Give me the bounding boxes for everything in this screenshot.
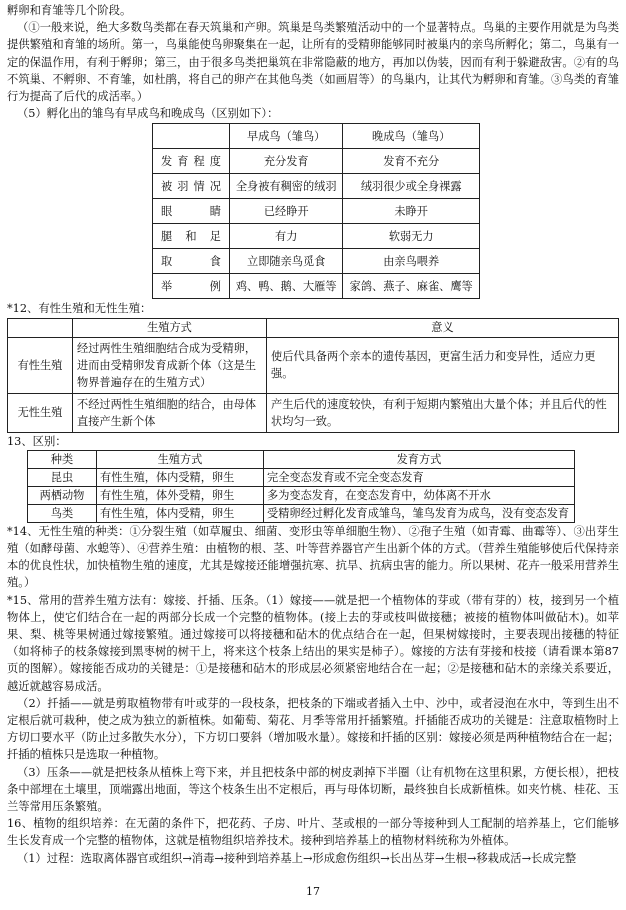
paragraph-asexual-types: *14、无性生殖的种类：①分裂生殖（如草履虫、细菌、变形虫等单细胞生物）、②孢子生殖（如青霉、曲霉等）、③出芽生殖（如酵母菌、水螅等）、④营养生殖：由植物的根、茎、叶等营养器官产生出新个体的方式。（营养生殖能够使后代保持亲本的优良性状，加快植物生殖的速度，尤其是嫁接还能增强抗寒、抗旱、抗病虫害的能力。所以果树、花卉一般采用营养生殖。） xyxy=(7,524,619,590)
table-row xyxy=(28,486,575,504)
table-cell: 有力 xyxy=(230,224,343,249)
table-header-row xyxy=(8,318,619,337)
row-label: 取食 xyxy=(153,249,230,274)
table-cell xyxy=(8,318,73,337)
table-cell: 立即随亲鸟觅食 xyxy=(230,249,343,274)
table-row xyxy=(153,149,480,174)
table-row xyxy=(153,249,480,274)
row-label: 举例 xyxy=(153,274,230,299)
table-cell: 不经过两性生殖细胞的结合，由母体直接产生新个体 xyxy=(73,393,267,432)
table-cell: 已经睁开 xyxy=(230,199,343,224)
table-row xyxy=(28,504,575,522)
item-5-heading: （5）孵化出的雏鸟有早成鸟和晚成鸟（区别如下）： xyxy=(17,107,279,121)
table-header-altricial: 晚成鸟（雏鸟） xyxy=(343,124,480,149)
table-row xyxy=(153,174,480,199)
row-label: 被羽情况 xyxy=(153,174,230,199)
row-label: 昆虫 xyxy=(28,468,97,486)
paragraph-vegetative-methods: *15、常用的营养生殖方法有：嫁接、扦插、压条。（1）嫁接——就是把一个植物体的芽或（带有芽的）枝，接到另一个植物体上，使它们结合在一起的两部分长成一个完整的植物体。(接上去的芽或枝叫做接穗；被接的植物体叫做砧木)。如苹果、梨、桃等果树通过嫁接繁殖。通过嫁接可以将接穗和砧木的优点结合在一起，但果树嫁接时，主要表现出接穗的特征（如将柿子的枝条嫁接到黑枣树的树干上，将来这个枝条上结出的果实是柿子）。嫁接的方法有芽接和枝接（请看课本第87页的图解）。嫁接能否成功的关键是：①是接穗和砧木的形成层必须紧密地结合在一起；②是接穗和砧木的亲缘关系要近，越近就越容易成活。 xyxy=(7,593,619,693)
row-label: 无性生殖 xyxy=(8,393,73,432)
paragraph-tissue-culture: 16、植物的组织培养：在无菌的条件下，把花药、子房、叶片、茎或根的一部分等接种到人工配制的培养基上，它们能够生长发育成一个完整的植物体，这就是植物组织培养技术。接种到培养基上的植物材料统称为外植体。 xyxy=(7,817,619,848)
page-number: 17 xyxy=(306,885,320,898)
table-cell: 全身被有稠密的绒羽 xyxy=(230,174,343,199)
table-animal-reproduction xyxy=(27,450,575,523)
row-label: 发育程度 xyxy=(153,149,230,174)
table-row xyxy=(153,274,480,299)
table-row xyxy=(8,393,619,432)
table-cell: 完全变态发育或不完全变态发育 xyxy=(264,468,575,486)
table-cell: 充分发育 xyxy=(230,149,343,174)
table-row xyxy=(153,199,480,224)
document-page xyxy=(7,2,619,867)
table-cell: 未睁开 xyxy=(343,199,480,224)
paragraph-layering: （3）压条——就是把枝条从植株上弯下来，并且把枝条中部的树皮剥掉下半圈（让有机物在这里积累，方便长根），把枝条中部埋在土壤里，顶端露出地面，等这个枝条生出不定根后，再与母体切断，最终独自长成新植株。如夹竹桃、桂花、玉兰等常用压条繁殖。 xyxy=(7,765,619,814)
table-cell: 由亲鸟喂养 xyxy=(343,249,480,274)
table-cell: 家鸽、燕子、麻雀、鹰等 xyxy=(343,274,480,299)
table-header-development: 发育方式 xyxy=(264,450,575,468)
table-cell: 使后代具备两个亲本的遗传基因，更富生活力和变异性，适应力更强。 xyxy=(267,337,619,393)
table-header-row xyxy=(28,450,575,468)
table-header-kind: 种类 xyxy=(28,450,97,468)
table-cell: 绒羽很少或全身裸露 xyxy=(343,174,480,199)
table-cell: 鸡、鸭、鹅、大雁等 xyxy=(230,274,343,299)
paragraph-cutting: （2）扦插——就是剪取植物带有叶或芽的一段枝条，把枝条的下端或者插入土中、沙中，或者浸泡在水中，等到生出不定根后就可栽种，使之成为独立的新植株。如葡萄、菊花、月季等常用扦插繁殖。扦插能否成功的关键是：注意取植物时上方切口要水平（防止过多散失水分），下方切口要斜（增加吸水量）。嫁接和扦插的区别：嫁接必须是两种植物结合在一起；扦插的植株只是选取一种植物。 xyxy=(7,696,619,762)
table-cell: 受精卵经过孵化发育成雏鸟，雏鸟发育为成鸟，没有变态发育 xyxy=(264,504,575,522)
table-header-precocial: 早成鸟（雏鸟） xyxy=(230,124,343,149)
table-cell: 产生后代的速度较快，有利于短期内繁殖出大量个体；并且后代的性状均匀一致。 xyxy=(267,393,619,432)
table-precocial-altricial xyxy=(152,123,480,299)
paragraph-tissue-culture-process: （1）过程：选取离体器官或组织→消毒→接种到培养基上→形成愈伤组织→长出丛芽→生根→移栽成活→长成完整 xyxy=(17,851,577,865)
row-label: 眼睛 xyxy=(153,199,230,224)
row-label: 有性生殖 xyxy=(8,337,73,393)
table-header-meaning: 意义 xyxy=(267,318,619,337)
heading-12: *12、有性生殖和无性生殖： xyxy=(7,302,152,316)
table-row xyxy=(153,224,480,249)
table-cell: 有性生殖，体内受精，卵生 xyxy=(97,468,264,486)
table-header-row xyxy=(153,124,480,149)
paragraph-bird-nest: （①一般来说，绝大多数鸟类都在春天筑巢和产卵。筑巢是鸟类繁殖活动中的一个显著特点。鸟巢的主要作用就是为鸟类提供繁殖和育雏的场所。第一，鸟巢能使鸟卵聚集在一起，让所有的受精卵能够同时被巢内的亲鸟所孵化；第二，鸟巢有一定的保温作用，有利于孵卵；第三，由于很多鸟类把巢筑在非常隐蔽的地方，再加以伪装，因而有利于躲避敌害。②有的鸟不筑巢、不孵卵、不育雏，如杜鹃，将自己的卵产在其他鸟类（如画眉等）的鸟巢内，让其代为孵卵和育雏。③鸟类的育雏行为提高了后代的成活率。） xyxy=(7,21,619,104)
intro-line: 孵卵和育雏等几个阶段。 xyxy=(7,4,132,17)
heading-13: 13、区别： xyxy=(7,434,67,448)
row-label: 腿和足 xyxy=(153,224,230,249)
table-header-method: 生殖方式 xyxy=(73,318,267,337)
table-row xyxy=(8,337,619,393)
row-label: 两栖动物 xyxy=(28,486,97,504)
row-label: 鸟类 xyxy=(28,504,97,522)
table-cell: 有性生殖，体内受精，卵生 xyxy=(97,504,264,522)
table-cell xyxy=(153,124,230,149)
table-cell: 多为变态发育，在变态发育中，幼体离不开水 xyxy=(264,486,575,504)
table-cell: 经过两性生殖细胞结合成为受精卵，进而由受精卵发育成新个体（这是生物界普遍存在的生殖方式） xyxy=(73,337,267,393)
table-cell: 有性生殖，体外受精，卵生 xyxy=(97,486,264,504)
table-row xyxy=(28,468,575,486)
table-cell: 发育不充分 xyxy=(343,149,480,174)
table-header-method: 生殖方式 xyxy=(97,450,264,468)
table-sexual-asexual xyxy=(7,318,619,433)
table-cell: 软弱无力 xyxy=(343,224,480,249)
